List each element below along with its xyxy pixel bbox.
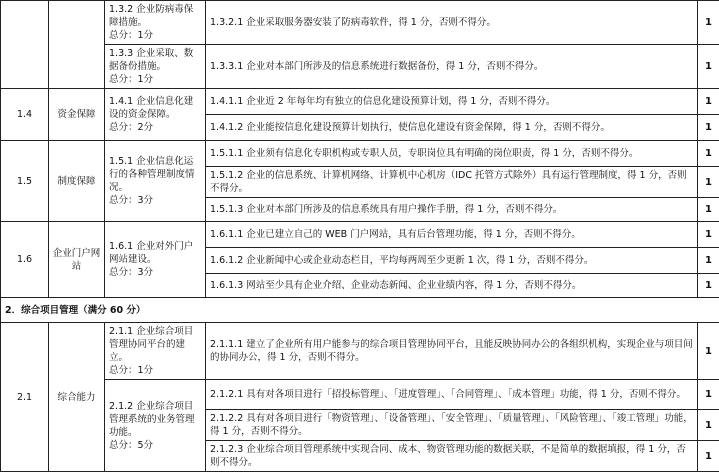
criterion-score: 1 [698,410,719,441]
table-row [1,1,719,45]
criterion-text: 2.1.1.1 建立了企业所有用户能参与的综合项目管理协同平台，且能反映协同办公的各组织机构，实现企业与项目间的协同办公，得 1 分，否则不得分。 [206,323,698,380]
table-row [1,222,719,248]
table-row [1,380,719,410]
criterion-score: 1 [698,198,719,222]
standard-title: 1.3.2 企业防病毒保障措施。 [109,3,201,29]
criterion-text: 1.5.1.3 企业对本部门所涉及的信息系统具有用户操作手册，得 1 分，否则不得分。 [206,198,698,222]
criterion-score: 1 [698,115,719,141]
criterion-text: 1.3.2.1 企业采取服务器安装了防病毒软件，得 1 分，否则不得分。 [206,1,698,45]
item-number: 1.6 [1,222,49,298]
standard-cell [105,141,206,222]
item-number: 2.1 [1,323,49,472]
item-name: 综合能力 [49,323,105,472]
standard-cell [105,380,206,472]
item-name: 企业门户网站 [49,222,105,298]
criterion-score: 1 [698,45,719,89]
criterion-score: 1 [698,1,719,45]
standard-title: 1.4.1 企业信息化建设的资金保障。 [109,95,201,121]
criterion-text: 2.1.2.3 企业综合项目管理系统中实现合同、成本、物资管理功能的数据关联，不是简单的数据填报，得 1 分，否则不得分。 [206,441,698,472]
section-header-row [1,298,719,323]
standard-total-score: 总分：3分 [109,266,201,279]
item-number: 1.5 [1,141,49,222]
standard-cell [105,45,206,89]
item-name: 资金保障 [49,89,105,141]
standard-cell [105,89,206,141]
standard-title: 1.3.3 企业采取、数据备份措施。 [109,47,201,73]
criterion-text: 1.4.1.1 企业近 2 年每年均有独立的信息化建设预算计划，得 1 分，否则不得分。 [206,89,698,115]
criterion-score: 1 [698,141,719,167]
standard-total-score: 总分：1分 [109,73,201,86]
standard-title: 2.1.1 企业综合项目管理协同平台的建立。 [109,325,201,364]
criterion-score: 1 [698,380,719,410]
standard-title: 2.1.2 企业综合项目管理系统的业务管理功能。 [109,400,201,439]
item-name: 制度保障 [49,141,105,222]
table-row [1,45,719,89]
standard-cell [105,323,206,380]
category-number-cell [1,1,49,89]
section-title: 2．综合项目管理（满分 60 分） [1,298,719,323]
item-number: 1.4 [1,89,49,141]
criterion-text: 1.4.1.2 企业能按信息化建设预算计划执行，使信息化建设有资金保障，得 1 分，否则不得分。 [206,115,698,141]
standard-cell [105,1,206,45]
criterion-text: 1.6.1.2 企业新闻中心或企业动态栏目，平均每两周至少更新 1 次，得 1 分，否则不得分。 [206,248,698,274]
standard-title: 1.5.1 企业信息化运行的各种管理制度情况。 [109,155,201,194]
standard-total-score: 总分：3分 [109,194,201,207]
standard-total-score: 总分：5分 [109,439,201,452]
standard-total-score: 总分：2分 [109,121,201,134]
criterion-text: 2.1.2.1 具有对各项目进行「招投标管理」、「进度管理」、「合同管理」、「成本管理」功能，得 1 分，否则不得分。 [206,380,698,410]
criterion-text: 1.6.1.1 企业已建立自己的 WEB 门户网站，具有后台管理功能，得 1 分，否则不得分。 [206,222,698,248]
standard-total-score: 总分：1分 [109,364,201,377]
criterion-score: 1 [698,222,719,248]
criterion-score: 1 [698,248,719,274]
criterion-score: 1 [698,274,719,298]
standard-total-score: 总分：1分 [109,29,201,42]
criterion-text: 1.5.1.1 企业须有信息化专职机构或专职人员，专职岗位具有明确的岗位职责，得 1 分，否则不得分。 [206,141,698,167]
table-row [1,141,719,167]
criterion-text: 2.1.2.2 具有对各项目进行「物资管理」、「设备管理」、「安全管理」、「质量管理」、「风险管理」、「竣工管理」功能，得 1 分，否则不得分。 [206,410,698,441]
criterion-text: 1.5.1.2 企业的信息系统、计算机网络、计算机中心机房（IDC 托管方式除外）具有运行管理制度，得 1 分，否则不得分。 [206,167,698,198]
criterion-text: 1.3.3.1 企业对本部门所涉及的信息系统进行数据备份，得 1 分，否则不得分。 [206,45,698,89]
table-row [1,89,719,115]
standard-title: 1.6.1 企业对外门户网站建设。 [109,240,201,266]
criterion-score: 1 [698,323,719,380]
standard-cell [105,222,206,298]
criterion-text: 1.6.1.3 网站至少具有企业介绍、企业动态新闻、企业业绩内容，得 1 分，否则不得分。 [206,274,698,298]
table-row [1,323,719,380]
criterion-score: 1 [698,441,719,472]
criterion-score: 1 [698,167,719,198]
criterion-score: 1 [698,89,719,115]
category-name-cell [49,1,105,89]
